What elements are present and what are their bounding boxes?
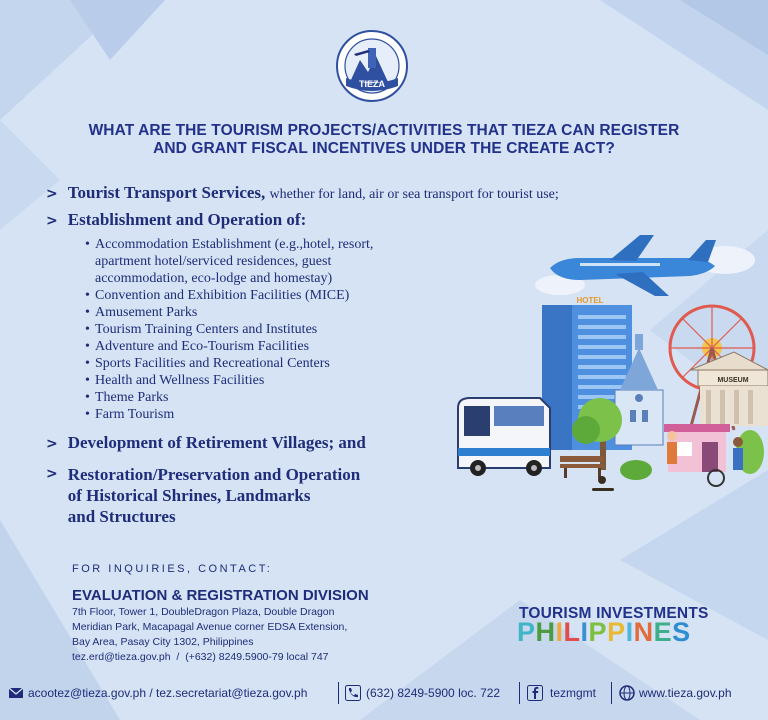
facilities-list xyxy=(85,236,445,423)
brand-letter: H xyxy=(535,617,556,647)
footer-divider xyxy=(338,682,339,704)
hotel-sign: HOTEL xyxy=(576,296,604,305)
section-transport xyxy=(46,183,559,203)
section-establishment xyxy=(46,210,306,230)
retirement-title: Development of Retirement Villages; and xyxy=(67,433,366,452)
section-retirement xyxy=(46,433,366,453)
brand-letter: E xyxy=(653,617,673,647)
footer xyxy=(0,680,768,708)
museum-sign: MUSEUM xyxy=(717,377,749,384)
brand-letter: P xyxy=(607,617,626,647)
list-item: • Sports Facilities and Recreational Centers xyxy=(85,355,445,372)
page-title xyxy=(40,122,728,158)
address-line-2: Meridian Park, Macapagal Avenue corner EDSA Extension, xyxy=(72,621,348,633)
brand-letter: I xyxy=(555,617,564,647)
title-line-1: WHAT ARE THE TOURISM PROJECTS/ACTIVITIES THAT TIEZA CAN REGISTER xyxy=(88,122,680,139)
footer-website[interactable]: www.tieza.gov.ph xyxy=(639,686,732,700)
establishment-title: Establishment and Operation of: xyxy=(67,210,307,229)
inquiries-label: FOR INQUIRIES, CONTACT: xyxy=(72,563,273,575)
phone-icon xyxy=(345,685,361,701)
brand-letter: S xyxy=(672,617,691,647)
transport-title: Tourist Transport Services, xyxy=(67,183,266,202)
museum-building xyxy=(690,352,768,426)
brand-line-1: TOURISM INVESTMENTS xyxy=(519,605,709,622)
address-line-3: Bay Area, Pasay City 1302, Philippines xyxy=(72,636,254,648)
tourism-illustration xyxy=(450,230,768,500)
brand-letter: P xyxy=(588,617,608,647)
skateboarder-icon xyxy=(592,476,614,491)
bus-icon xyxy=(458,398,550,476)
list-item: • Amusement Parks xyxy=(85,304,445,321)
list-item: • Adventure and Eco-Tourism Facilities xyxy=(85,338,445,355)
address-line-1: 7th Floor, Tower 1, DoubleDragon Plaza, Double Dragon xyxy=(72,606,335,618)
footer-facebook[interactable]: tezmgmt xyxy=(550,686,597,700)
brand-line-2 xyxy=(517,617,691,648)
restoration-line-3: and Structures xyxy=(67,507,176,526)
list-item: • Health and Wellness Facilities xyxy=(85,372,445,389)
list-item: • Theme Parks xyxy=(85,389,445,406)
title-line-2: AND GRANT FISCAL INCENTIVES UNDER THE CREATE ACT? xyxy=(153,140,615,157)
division-email-phone: tez.erd@tieza.gov.ph / (+632) 8249.5900-79 local 747 xyxy=(72,651,329,663)
transport-subtitle: whether for land, air or sea transport for tourist use; xyxy=(269,187,559,202)
brand-letter: I xyxy=(580,617,589,647)
envelope-icon xyxy=(8,685,24,701)
chevron-right-icon: > xyxy=(46,213,58,229)
tieza-logo xyxy=(336,30,408,102)
division-title: EVALUATION & REGISTRATION DIVISION xyxy=(72,587,369,604)
bench-icon xyxy=(560,456,604,478)
restoration-line-2: of Historical Shrines, Landmarks xyxy=(67,486,311,505)
globe-icon xyxy=(619,685,635,701)
footer-divider xyxy=(611,682,612,704)
restoration-line-1: Restoration/Preservation and Operation xyxy=(67,465,361,484)
brand-letter: L xyxy=(563,617,581,647)
chevron-right-icon: > xyxy=(46,186,58,202)
facebook-icon xyxy=(527,685,543,701)
footer-divider xyxy=(519,682,520,704)
chevron-right-icon: > xyxy=(46,436,58,452)
bush-icon xyxy=(620,460,652,480)
brand-letter: P xyxy=(517,617,536,647)
brand-letter: I xyxy=(625,617,634,647)
chevron-right-icon: > xyxy=(46,466,58,482)
footer-email[interactable]: acootez@tieza.gov.ph / tez.secretariat@tieza.gov.ph xyxy=(28,686,308,700)
footer-phone[interactable]: (632) 8249-5900 loc. 722 xyxy=(366,686,501,700)
list-item: • Convention and Exhibition Facilities (MICE) xyxy=(85,287,445,304)
list-item: • Accommodation Establishment (e.g.,hotel, resort, apartment hotel/serviced residences, guest accommodation, eco-lodge and homestay) xyxy=(85,236,445,287)
division-address xyxy=(72,605,402,665)
logo-text: TIEZA xyxy=(359,79,385,89)
section-restoration xyxy=(46,464,360,527)
list-item: • Tourism Training Centers and Institutes xyxy=(85,321,445,338)
brand-letter: N xyxy=(633,617,654,647)
list-item: • Farm Tourism xyxy=(85,406,445,423)
